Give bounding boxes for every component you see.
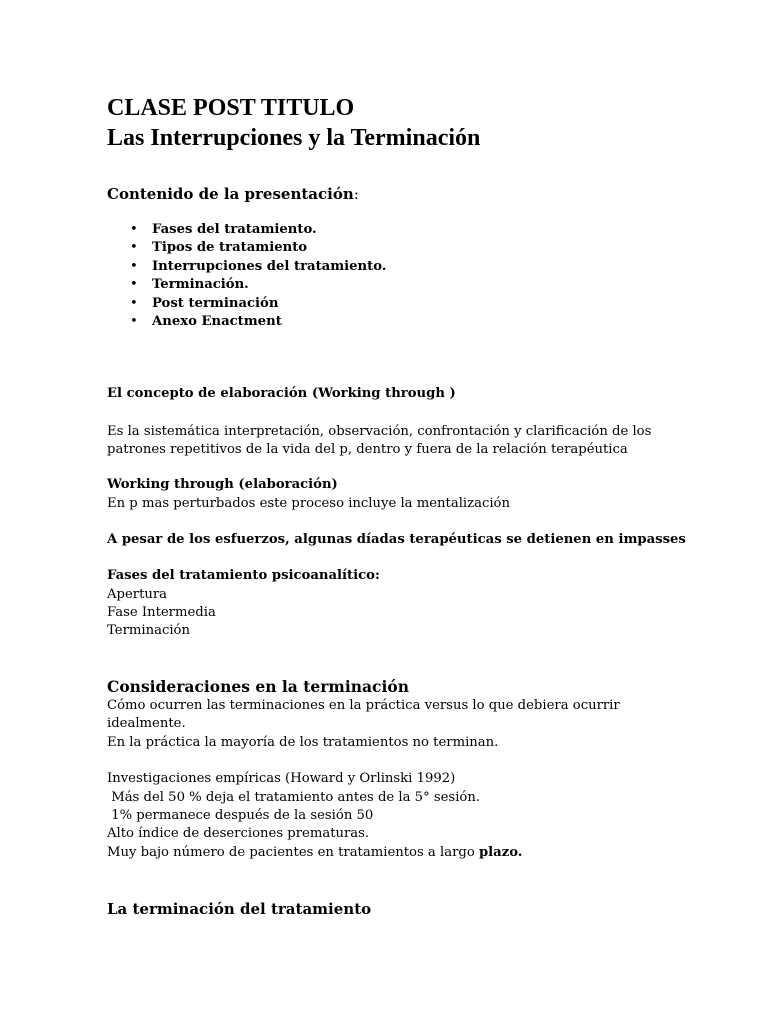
working-text-line-2: patrones repetitivos de la vida del p, dentro y fuera de la relación terapéutica [107,442,628,457]
research-line-last [107,844,522,862]
phases-heading: Fases del tratamiento psicoanalítico: [107,568,380,583]
considerations-line: En la práctica la mayoría de los tratamientos no terminan. [107,735,499,750]
title-line-1: CLASE POST TITULO [107,95,355,121]
list-item [107,313,386,331]
bullet-icon: • [130,277,138,293]
list-item-label: Fases del tratamiento. [152,222,317,237]
working-text-line-1: Es la sistemática interpretación, observación, confrontación y clarificación de los [107,424,652,439]
research-line: 1% permanece después de la sesión 50 [107,808,374,823]
contents-heading-text: Contenido de la presentación [107,185,354,203]
list-item-label: Terminación. [152,277,249,293]
considerations-line: Cómo ocurren las terminaciones en la práctica versus lo que debiera ocurrir [107,698,620,713]
research-last-line-text: Muy bajo número de pacientes en tratamientos a largo [107,845,479,860]
termination-heading: La terminación del tratamiento [107,900,372,918]
research-last-line-bold: plazo. [478,845,523,860]
list-item [107,295,386,313]
list-item [107,276,386,294]
list-item [107,221,386,239]
bullet-icon: • [130,314,138,330]
list-item [107,258,386,276]
contents-heading-colon: : [353,185,359,203]
working-through-label: Working through (elaboración) [107,477,338,492]
bullet-icon: • [130,240,138,256]
list-item [107,239,386,257]
phase-item: Fase Intermedia [107,605,216,620]
considerations-line: idealmente. [107,716,186,731]
impasse-statement: A pesar de los esfuerzos, algunas díadas terapéuticas se detienen en impasses [107,532,686,547]
research-line: Más del 50 % deja el tratamiento antes de la 5° sesión. [107,790,481,805]
phase-item: Apertura [107,587,168,602]
list-item-label: Interrupciones del tratamiento. [152,258,387,274]
contents-heading [107,184,359,204]
phase-item: Terminación [107,623,190,638]
research-line: Alto índice de deserciones prematuras. [107,826,370,841]
research-line: Investigaciones empíricas (Howard y Orlinski 1992) [107,771,456,786]
bullet-icon: • [130,258,138,274]
bullet-icon: • [130,295,138,311]
working-through-text: En p mas perturbados este proceso incluye la mentalización [107,496,510,511]
list-item-label: Anexo Enactment [152,314,282,330]
considerations-heading: Consideraciones en la terminación [107,677,409,696]
list-item-label: Tipos de tratamiento [152,240,308,256]
bullet-icon: • [130,222,138,237]
working-heading: El concepto de elaboración (Working through ) [107,386,456,401]
contents-list [107,221,386,331]
list-item-label: Post terminación [152,295,279,311]
title-line-2: Las Interrupciones y la Terminación [107,125,481,151]
